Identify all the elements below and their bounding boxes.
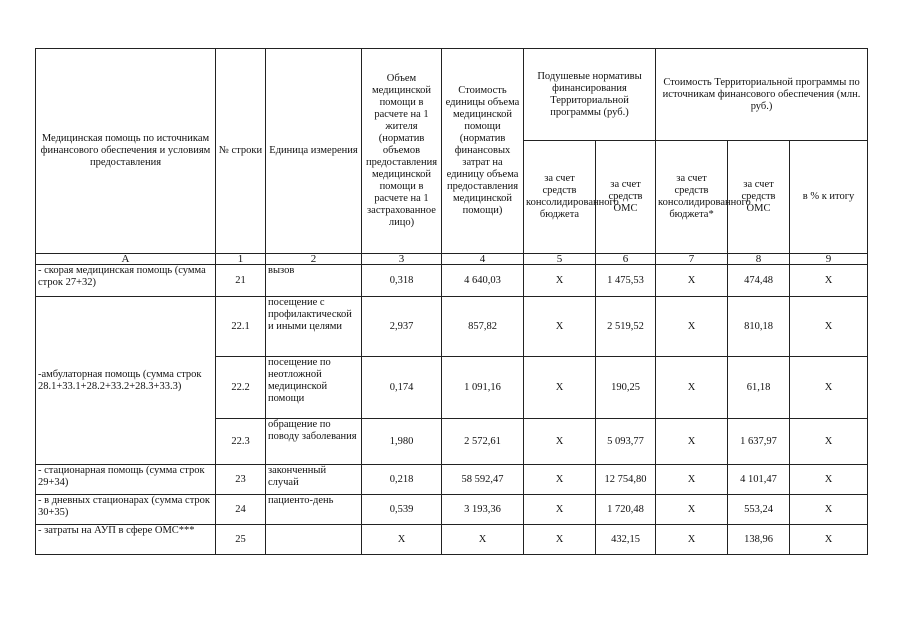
cell-col-5: Х <box>524 525 596 555</box>
header-col-9: в % к итогу <box>790 141 868 254</box>
cell-col-7: Х <box>656 297 728 357</box>
financing-table <box>35 48 868 555</box>
row-name: - затраты на АУП в сфере ОМС*** <box>36 525 216 555</box>
header-col-8: за счет средств ОМС <box>728 141 790 254</box>
cell-col-7: Х <box>656 265 728 297</box>
col-number: 8 <box>728 254 790 265</box>
cell-col-4: 58 592,47 <box>442 465 524 495</box>
row-name: - скорая медицинская помощь (сумма строк 27+32) <box>36 265 216 297</box>
cell-col-6: 12 754,80 <box>596 465 656 495</box>
table-row <box>36 297 868 357</box>
row-number: 24 <box>216 495 266 525</box>
cell-col-8: 1 637,97 <box>728 419 790 465</box>
row-unit <box>266 525 362 555</box>
table-row <box>36 465 868 495</box>
cell-col-6: 5 093,77 <box>596 419 656 465</box>
cell-col-5: Х <box>524 357 596 419</box>
header-col-5: за счет средств консолидированного бюджета <box>524 141 596 254</box>
header-col-6: за счет средств ОМС <box>596 141 656 254</box>
header-col-1: № строки <box>216 49 266 254</box>
row-unit: законченный случай <box>266 465 362 495</box>
header-col-a: Медицинская помощь по источникам финансового обеспечения и условиям предоставления <box>36 49 216 254</box>
header-col-7: за счет средств консолидированного бюджета* <box>656 141 728 254</box>
header-col-4: Стоимость единицы объема медицинской помощи (норматив финансовых затрат на единицу объема предоставления медицинской помощи) <box>442 49 524 254</box>
row-unit: вызов <box>266 265 362 297</box>
cell-col-8: 4 101,47 <box>728 465 790 495</box>
cell-col-8: 474,48 <box>728 265 790 297</box>
cell-col-4: 3 193,36 <box>442 495 524 525</box>
cell-col-5: Х <box>524 297 596 357</box>
cell-col-6: 1 475,53 <box>596 265 656 297</box>
cell-col-3: Х <box>362 525 442 555</box>
cell-col-3: 0,218 <box>362 465 442 495</box>
cell-col-8: 61,18 <box>728 357 790 419</box>
row-name: - стационарная помощь (сумма строк 29+34) <box>36 465 216 495</box>
cell-col-3: 0,318 <box>362 265 442 297</box>
col-number: 1 <box>216 254 266 265</box>
cell-col-7: Х <box>656 357 728 419</box>
cell-col-4: 1 091,16 <box>442 357 524 419</box>
row-unit: обращение по поводу заболевания <box>266 419 362 465</box>
col-number: 3 <box>362 254 442 265</box>
cell-col-5: Х <box>524 495 596 525</box>
row-number: 25 <box>216 525 266 555</box>
cell-col-6: 190,25 <box>596 357 656 419</box>
cell-col-3: 0,539 <box>362 495 442 525</box>
cell-col-4: 2 572,61 <box>442 419 524 465</box>
table-row <box>36 495 868 525</box>
cell-col-4: 857,82 <box>442 297 524 357</box>
cell-col-9: Х <box>790 265 868 297</box>
cell-col-4: 4 640,03 <box>442 265 524 297</box>
cell-col-5: Х <box>524 465 596 495</box>
cell-col-5: Х <box>524 419 596 465</box>
col-number: А <box>36 254 216 265</box>
row-number: 22.2 <box>216 357 266 419</box>
row-number: 23 <box>216 465 266 495</box>
cell-col-6: 1 720,48 <box>596 495 656 525</box>
row-unit: пациенто-день <box>266 495 362 525</box>
col-number: 6 <box>596 254 656 265</box>
cell-col-8: 553,24 <box>728 495 790 525</box>
table-row <box>36 265 868 297</box>
column-number-row <box>36 254 868 265</box>
cell-col-6: 2 519,52 <box>596 297 656 357</box>
table-row <box>36 525 868 555</box>
cell-col-6: 432,15 <box>596 525 656 555</box>
header-group-per-capita: Подушевые нормативы финансирования Территориальной программы (руб.) <box>524 49 656 141</box>
cell-col-9: Х <box>790 297 868 357</box>
cell-col-3: 1,980 <box>362 419 442 465</box>
row-unit: посещение с профилактической и иными целями <box>266 297 362 357</box>
cell-col-3: 0,174 <box>362 357 442 419</box>
cell-col-7: Х <box>656 525 728 555</box>
col-number: 4 <box>442 254 524 265</box>
cell-col-4: Х <box>442 525 524 555</box>
cell-col-9: Х <box>790 357 868 419</box>
header-col-2: Единица измерения <box>266 49 362 254</box>
header-col-3: Объем медицинской помощи в расчете на 1 жителя (норматив объемов предоставления медицинской помощи в расчете на 1 застрахованное лицо) <box>362 49 442 254</box>
cell-col-8: 138,96 <box>728 525 790 555</box>
col-number: 2 <box>266 254 362 265</box>
cell-col-3: 2,937 <box>362 297 442 357</box>
col-number: 7 <box>656 254 728 265</box>
row-unit: посещение по неотложной медицинской помощи <box>266 357 362 419</box>
cell-col-9: Х <box>790 495 868 525</box>
row-number: 22.3 <box>216 419 266 465</box>
cell-col-8: 810,18 <box>728 297 790 357</box>
col-number: 9 <box>790 254 868 265</box>
cell-col-7: Х <box>656 419 728 465</box>
header-group-cost: Стоимость Территориальной программы по источникам финансового обеспечения (млн. руб.) <box>656 49 868 141</box>
row-number: 22.1 <box>216 297 266 357</box>
row-name: - в дневных стационарах (сумма строк 30+35) <box>36 495 216 525</box>
cell-col-9: Х <box>790 465 868 495</box>
cell-col-5: Х <box>524 265 596 297</box>
cell-col-7: Х <box>656 495 728 525</box>
cell-col-7: Х <box>656 465 728 495</box>
cell-col-9: Х <box>790 525 868 555</box>
col-number: 5 <box>524 254 596 265</box>
cell-col-9: Х <box>790 419 868 465</box>
row-number: 21 <box>216 265 266 297</box>
row-name: -амбулаторная помощь (сумма строк 28.1+33.1+28.2+33.2+28.3+33.3) <box>36 297 216 465</box>
